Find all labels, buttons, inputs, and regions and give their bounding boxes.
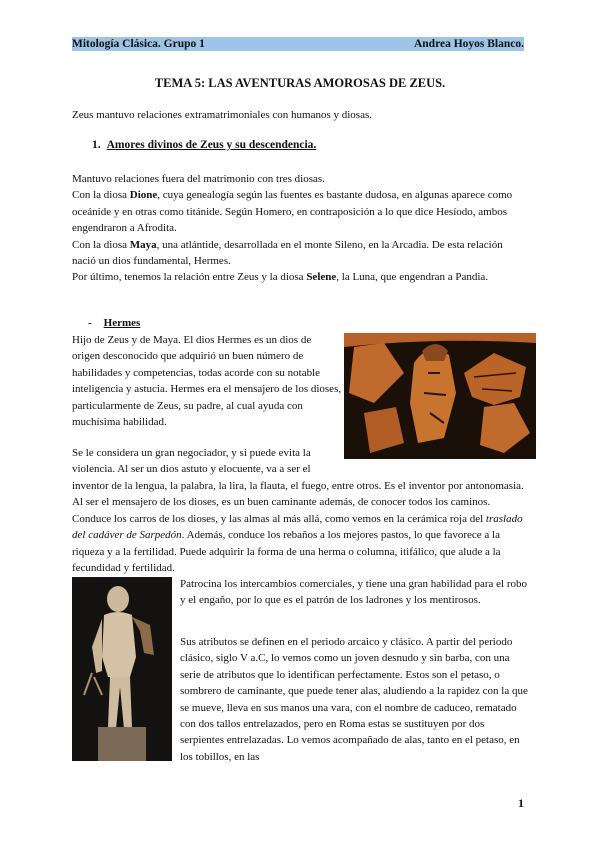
para-text: , cuya genealogía según las fuentes es bastante dudosa, en algunas aparece como oceánide y en otras como titánide. Según Homero, en contraposición a lo que dice Hesíodo, ambos engendraron a Afrodita.: [72, 189, 513, 235]
hermes-statue-image: [72, 577, 172, 761]
sarpedon-ceramic-title: traslado del cadáver de Sarpedón: [72, 512, 523, 542]
hermes-paragraph-4: Sus atributos se definen en el periodo arcaico y clásico. A partir del periodo clásico, siglo V a.C, lo vemos como un joven desnudo y sin barba, con una serie de atributos que lo identifican perfectamente. Estos son el petaso, o sombrero de caminante, que puede tener alas, aludiendo a la rapidez con la que se mueve, lleva en sus manos una vara, con el nombre de caduceo, rematado con dos tallos entrelazados, pero en Roma estas se sustituyen por dos serpientes entrelazadas. Lo vemos acompañado de alas, tanto en el petaso, en los tobillos, en las: [180, 636, 528, 763]
header-course: Mitología Clásica. Grupo 1: [72, 38, 205, 50]
para-text: Con la diosa: [72, 189, 130, 202]
hermes-title: Hermes: [103, 317, 141, 329]
section-heading: [92, 139, 316, 151]
para-text: . Además, conduce los rebaños a los mejores pastos, lo que favorece a la riqueza y a la fertilidad. Puede adquirir la forma de una herma o columna, itifálico, que alude a la fecundidad y fertilidad.: [72, 529, 501, 575]
para-text: Con la diosa: [72, 238, 130, 251]
document-title: TEMA 5: LAS AVENTURAS AMOROSAS DE ZEUS.: [154, 76, 446, 90]
section-title: Amores divinos de Zeus y su descendencia.: [106, 139, 317, 151]
section-number: 1.: [92, 139, 101, 151]
goddess-maya: Maya: [129, 238, 157, 251]
para-text: , la Luna, que engendran a Pandia.: [336, 271, 489, 284]
list-dash: -: [88, 317, 92, 329]
intro-paragraph: Zeus mantuvo relaciones extramatrimoniales con humanos y diosas.: [72, 109, 372, 121]
hermes-paragraph-1: Hijo de Zeus y de Maya. El dios Hermes es un dios de origen desconocido que adquirió un buen número de habilidades y competencias, todas acorde con su notable inteligencia y astucia. Hermes era el mensajero de los dioses, particularmente de Zeus, su padre, al cual ayuda con muchísima habilidad.: [72, 334, 342, 429]
page-header: [72, 37, 524, 51]
red-figure-vase-image: [344, 333, 536, 459]
goddess-selene: Selene: [306, 271, 337, 284]
header-author: Andrea Hoyos Blanco.: [413, 38, 524, 50]
hermes-paragraph-2b: [72, 478, 527, 576]
relations-paragraph: [72, 171, 527, 286]
para-line: Mantuvo relaciones fuera del matrimonio con tres diosas.: [72, 173, 325, 185]
para-text: Por último, tenemos la relación entre Zeus y la diosa: [72, 271, 307, 284]
hermes-paragraph-2a: Se le considera un gran negociador, y si puede evita la violencia. Al ser un dios astuto y elocuente, va a ser el: [72, 447, 311, 476]
hermes-paragraph-3: Patrocina los intercambios comerciales, y tiene una gran habilidad para el robo y el engaño, por lo que es el patrón de los ladrones y los mentirosos.: [180, 578, 527, 607]
para-text: inventor de la lengua, la palabra, la lira, la flauta, el fuego, entre otros. Es el inventor por antonomasia. Al ser el mensajero de los dioses, es un buen caminante además, de conocer todos los caminos. Conduce los carros de los dioses, y las almas al más allá, como vemos en la cerámica roja del: [72, 480, 524, 525]
page-number: 1: [518, 796, 524, 810]
para-text: , una atlántide, desarrollada en el monte Sileno, en la Arcadia. De esta relación nació un dios fundamental, Hermes.: [72, 238, 503, 268]
goddess-dione: Dione: [129, 189, 158, 202]
hermes-heading: [88, 317, 140, 329]
